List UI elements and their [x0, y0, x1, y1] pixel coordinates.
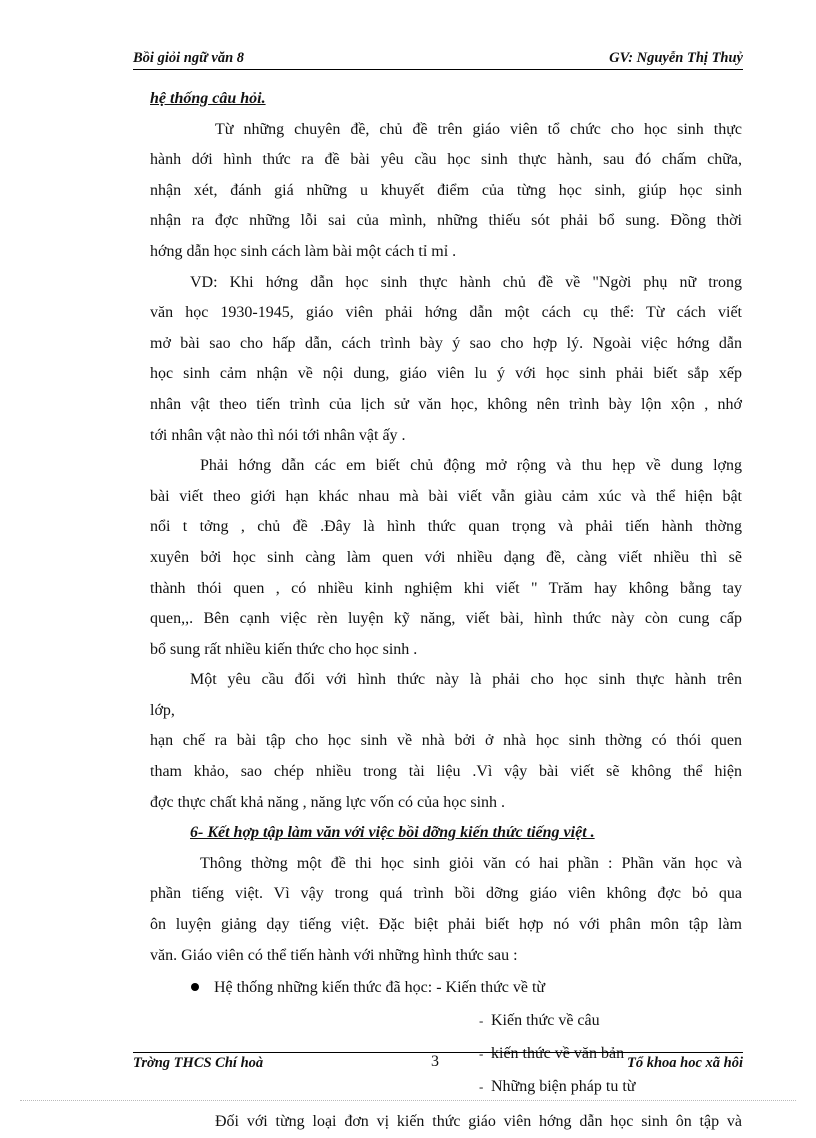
paragraph-line: hạn chế ra bài tập cho học sinh về nhà bởi ở nhà học sinh thờng có thói quen [150, 732, 742, 750]
paragraph-line: mở bài sao cho hấp dẫn, cách trình bày ý sao cho hợp lý. Ngoài việc hớng dẫn [150, 334, 742, 352]
dash-icon: - [479, 1013, 484, 1029]
dash-icon: - [479, 1079, 484, 1095]
paragraph-line: phần tiếng việt. Vì vậy trong quá trình bồi dỡng giáo viên không đợc bỏ qua [150, 885, 742, 903]
sub-item: - Kiến thức về câu [150, 1004, 742, 1037]
sub-item: - Những biện pháp tu từ [150, 1070, 742, 1103]
document-body [150, 84, 742, 1138]
paragraph-line: bài viết theo giới hạn khác nhau mà bài viết vẫn giàu cảm xúc và thể hiện bật [150, 487, 742, 505]
page-number: 3 [431, 1053, 439, 1070]
paragraph-line: học sinh cảm nhận về nội dung, giáo viên lu ý với học sinh phải biết sắp xếp [150, 365, 742, 383]
dash-icon: - [479, 1046, 484, 1062]
bullet-dot-icon [191, 983, 199, 991]
section-lead: hệ thống câu hỏi. [150, 90, 266, 107]
paragraph-line: VD: Khi hớng dẫn học sinh thực hành chủ đề về "Ngời phụ nữ trong [190, 273, 742, 291]
paragraph-line: hớng dẫn học sinh cách làm bài một cách tỉ mỉ . [150, 242, 457, 260]
paragraph-line: đợc thực chất khả năng , năng lực vốn có của học sinh . [150, 793, 506, 811]
paragraph-line: Đối với từng loại đơn vị kiến thức giáo viên hớng dẫn học sinh ôn tập và [215, 1113, 742, 1131]
paragraph-line: quen,,. Bên cạnh việc rèn luyện kỹ năng, viết bài, hình thức này còn cung cấp [150, 610, 742, 628]
paragraph-line: văn học 1930-1945, giáo viên phải hớng dẫn một cách cụ thể: Từ cách viết [150, 304, 742, 322]
header-rule [133, 69, 743, 70]
sub-item: - kiến thức về văn bản [150, 1037, 742, 1070]
paragraph-line: Từ những chuyên đề, chủ đề trên giáo viên tổ chức cho học sinh thực [215, 120, 742, 138]
paragraph-line: văn. Giáo viên có thể tiến hành với những hình thức sau : [150, 946, 518, 964]
footer-left: Trờng THCS Chí hoà [133, 1055, 264, 1071]
paragraph-line: nhận xét, đánh giá những u khuyết điểm của từng học sinh, giúp học sinh [150, 181, 742, 199]
paragraph-line: lớp, [150, 701, 175, 719]
header-right: GV: Nguyễn Thị Thuỷ [609, 50, 743, 66]
paragraph-line: ôn luyện giảng dạy tiếng việt. Đặc biệt phải biết hợp nó với phân môn tập làm [150, 916, 742, 934]
paragraph-line: Thông thờng một đề thi học sinh giỏi văn có hai phần : Phần văn học và [200, 854, 742, 872]
header-left: Bồi giỏi ngữ văn 8 [133, 50, 245, 66]
paragraph-line: Một yêu cầu đối với hình thức này là phải cho học sinh thực hành trên [190, 671, 742, 689]
page-edge-dotted [20, 1100, 796, 1101]
paragraph-line: nhân vật theo tiến trình của lịch sử văn học, không nên trình bày lộn xộn , nhớ [150, 395, 742, 413]
paragraph-line: nổi t tởng , chủ đề .Đây là hình thức quan trọng và phải tiến hành thờng [150, 518, 742, 536]
bullet-item: Hệ thống những kiến thức đã học: - Kiến thức về từ [150, 971, 742, 1004]
paragraph-line: tới nhân vật nào thì nói tới nhân vật ấy . [150, 426, 406, 444]
paragraph-line: hành dới hình thức ra đề bài yêu cầu học sinh thực hành, sau đó chấm chữa, [150, 151, 742, 169]
section-heading: 6- Kết hợp tập làm văn với việc bồi dỡng kiến thức tiếng việt . [190, 824, 595, 842]
paragraph-line: bổ sung rất nhiều kiến thức cho học sinh . [150, 640, 418, 658]
paragraph-line: nhận ra đợc những lỗi sai của mình, những thiếu sót phải bổ sung. Đồng thời [150, 212, 742, 230]
paragraph-line: xuyên bởi học sinh càng làm quen với nhiều dạng đề, càng viết nhiều thì sẽ [150, 548, 742, 566]
footer-right: Tổ khoa hoc xã hôi [626, 1055, 743, 1071]
paragraph-line: tham khảo, sao chép nhiều trong tài liệu .Vì vậy bài viết sẽ không thể hiện [150, 763, 742, 781]
paragraph-line: Phải hớng dẫn các em biết chủ động mở rộng và thu hẹp về dung lợng [200, 457, 742, 475]
paragraph-line: thành thói quen , có nhiều kinh nghiệm khi viết " Trăm hay không bằng tay [150, 579, 742, 597]
